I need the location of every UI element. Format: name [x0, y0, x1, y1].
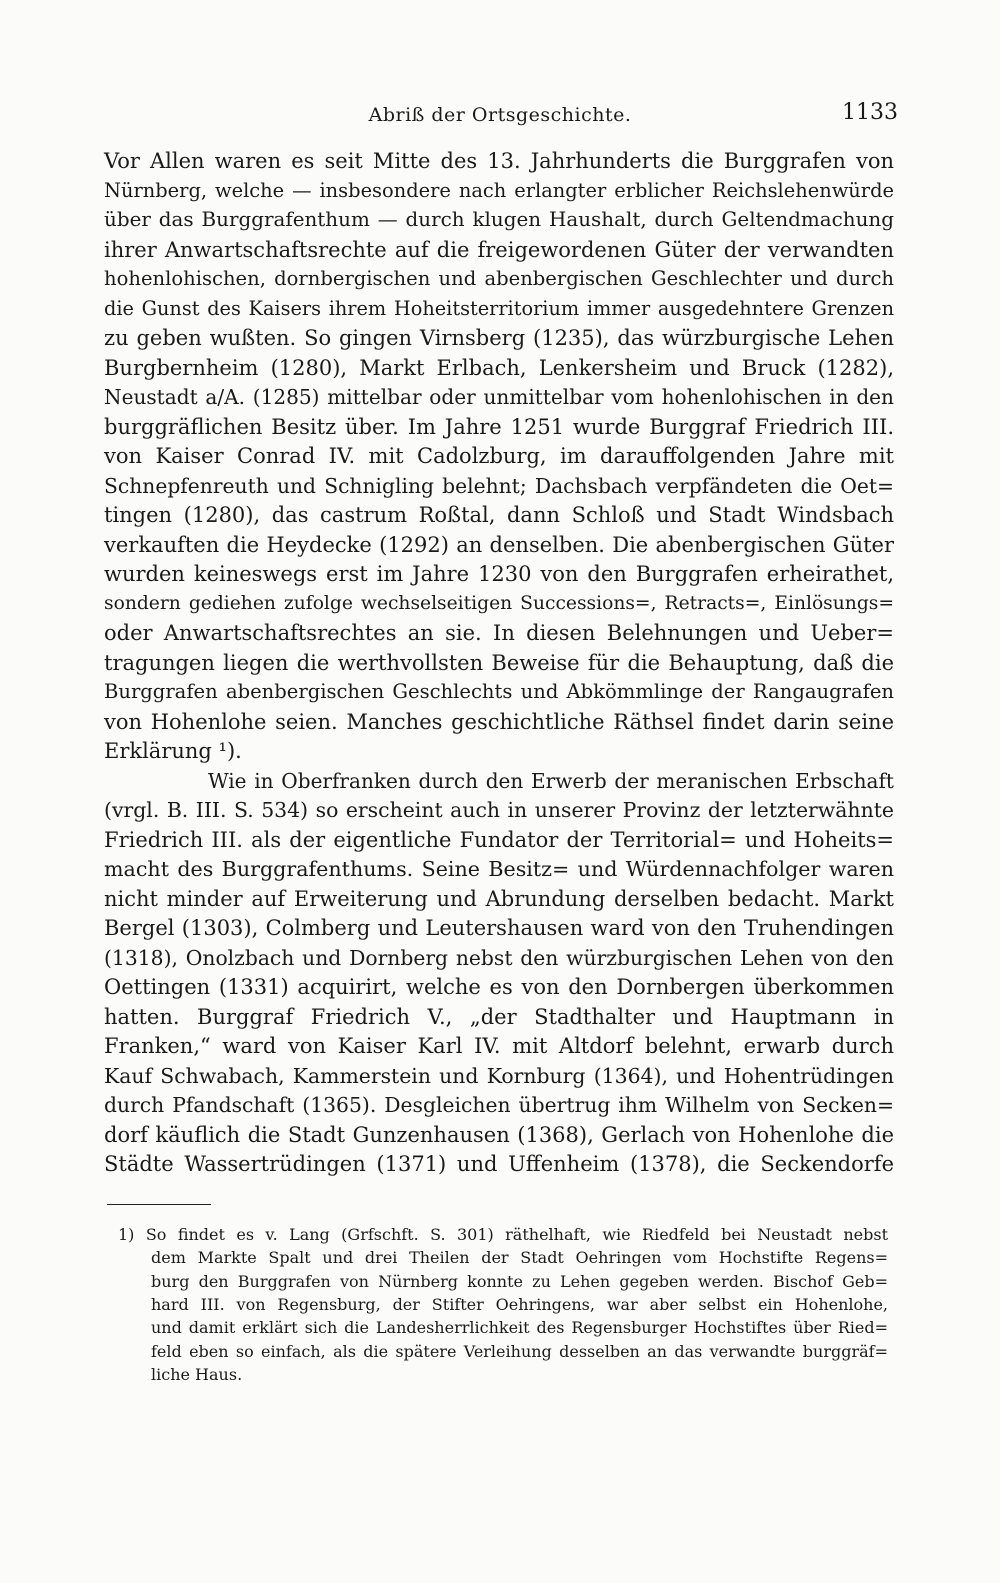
page-number: 1133	[842, 100, 898, 125]
text-line: wurden keineswegs erst im Jahre 1230 von den Burggrafen erheirathet,	[104, 562, 894, 586]
text-line: Nürnberg, welche — insbesondere nach erlangter erblicher Reichslehenwürde	[104, 178, 894, 202]
footnote-line: feld eben so einfach, als die spätere Verleihung desselben an das verwandte burggräf=	[151, 1341, 888, 1361]
text-line: Friedrich III. als der eigentliche Fundator der Territorial= und Hoheits=	[104, 827, 894, 852]
text-line: nicht minder auf Erweiterung und Abrundung derselben bedacht. Markt	[104, 886, 894, 911]
footnote-line: burg den Burggrafen von Nürnberg konnte zu Lehen gegeben werden. Bischof Geb=	[151, 1271, 888, 1291]
footnote-divider	[107, 1204, 211, 1205]
text-line: tragungen liegen die werthvollsten Beweise für die Behauptung, daß die	[104, 650, 894, 675]
footnote-line: liche Haus.	[151, 1364, 243, 1384]
text-line: Städte Wassertrüdingen (1371) und Uffenheim (1378), die Seckendorfe	[104, 1152, 894, 1176]
text-line: oder Anwartschaftsrechtes an sie. In diesen Belehnungen und Ueber=	[104, 621, 894, 645]
text-line: über das Burggrafenthum — durch klugen Haushalt, durch Geltendmachung	[104, 208, 894, 231]
text-line: durch Pfandschaft (1365). Desgleichen übertrug ihm Wilhelm von Secken=	[104, 1093, 894, 1117]
text-line: hatten. Burggraf Friedrich V., „der Stadthalter und Hauptmann in	[104, 1004, 894, 1029]
text-line: burggräflichen Besitz über. Im Jahre 1251 wurde Burggraf Friedrich III.	[104, 414, 894, 439]
footnote-line: hard III. von Regensburg, der Stifter Oehringens, war aber selbst ein Hohenlohe,	[151, 1294, 888, 1314]
text-line: macht des Burggrafenthums. Seine Besitz= und Würdennachfolger waren	[104, 857, 894, 881]
footnote-line: 1) So findet es v. Lang (Grfschft. S. 301) räthelhaft, wie Riedfeld bei Neustadt nebst	[118, 1225, 888, 1244]
text-line: von Kaiser Conrad IV. mit Cadolzburg, im darauffolgenden Jahre mit	[104, 444, 894, 468]
running-title: Abriß der Ortsgeschichte.	[368, 104, 632, 126]
text-line: ihrer Anwartschaftsrechte auf die freigewordenen Güter der verwandten	[104, 237, 894, 262]
text-line: von Hohenlohe seien. Manches geschichtliche Räthsel findet darin seine	[104, 709, 894, 734]
text-line: verkauften die Heydecke (1292) an denselben. Die abenbergischen Güter	[104, 532, 894, 557]
text-line: (1318), Onolzbach und Dornberg nebst den würzburgischen Lehen von den	[104, 945, 894, 970]
text-line: Burgbernheim (1280), Markt Erlbach, Lenkersheim und Bruck (1282),	[104, 355, 894, 380]
text-line: die Gunst des Kaisers ihrem Hoheitsterritorium immer ausgedehntere Grenzen	[104, 296, 894, 320]
text-line: Vor Allen waren es seit Mitte des 13. Jahrhunderts die Burggrafen von	[104, 149, 894, 173]
text-line: zu geben wußten. So gingen Virnsberg (1235), das würzburgische Lehen	[104, 326, 894, 350]
text-line: Erklärung ¹).	[104, 739, 242, 763]
text-line: Schnepfenreuth und Schnigling belehnt; Dachsbach verpfändeten die Oet=	[104, 473, 894, 498]
footnote-line: und damit erklärt sich die Landesherrlichkeit des Regensburger Hochstiftes über Ried=	[151, 1318, 888, 1338]
text-line: Burggrafen abenbergischen Geschlechts und Abkömmlinge der Rangaugrafen	[104, 680, 894, 703]
text-line: sondern gediehen zufolge wechselseitigen Successions=, Retracts=, Einlösungs=	[104, 592, 894, 614]
text-line: Franken,“ ward von Kaiser Karl IV. mit Altdorf belehnt, erwarb durch	[104, 1034, 894, 1058]
footnote-line: dem Markte Spalt und drei Theilen der Stadt Oehringen vom Hochstifte Regens=	[151, 1248, 888, 1268]
text-line: hohenlohischen, dornbergischen und abenbergischen Geschlechter und durch	[104, 267, 894, 290]
text-line: tingen (1280), das castrum Roßtal, dann Schloß und Stadt Windsbach	[104, 503, 894, 527]
text-line: (vrgl. B. III. S. 534) so erscheint auch in unserer Provinz der letzterwähnte	[104, 798, 894, 822]
text-line: Neustadt a/A. (1285) mittelbar oder unmittelbar vom hohenlohischen in den	[104, 385, 894, 409]
text-line: Wie in Oberfranken durch den Erwerb der meranischen Erbschaft	[208, 768, 894, 793]
text-line: Oettingen (1331) acquirirt, welche es von den Dornbergen überkommen	[104, 975, 894, 999]
text-line: dorf käuflich die Stadt Gunzenhausen (1368), Gerlach von Hohenlohe die	[104, 1122, 894, 1147]
text-line: Kauf Schwabach, Kammerstein und Kornburg (1364), und Hohentrüdingen	[104, 1063, 894, 1088]
text-line: Bergel (1303), Colmberg und Leutershausen ward von den Truhendingen	[104, 916, 894, 940]
